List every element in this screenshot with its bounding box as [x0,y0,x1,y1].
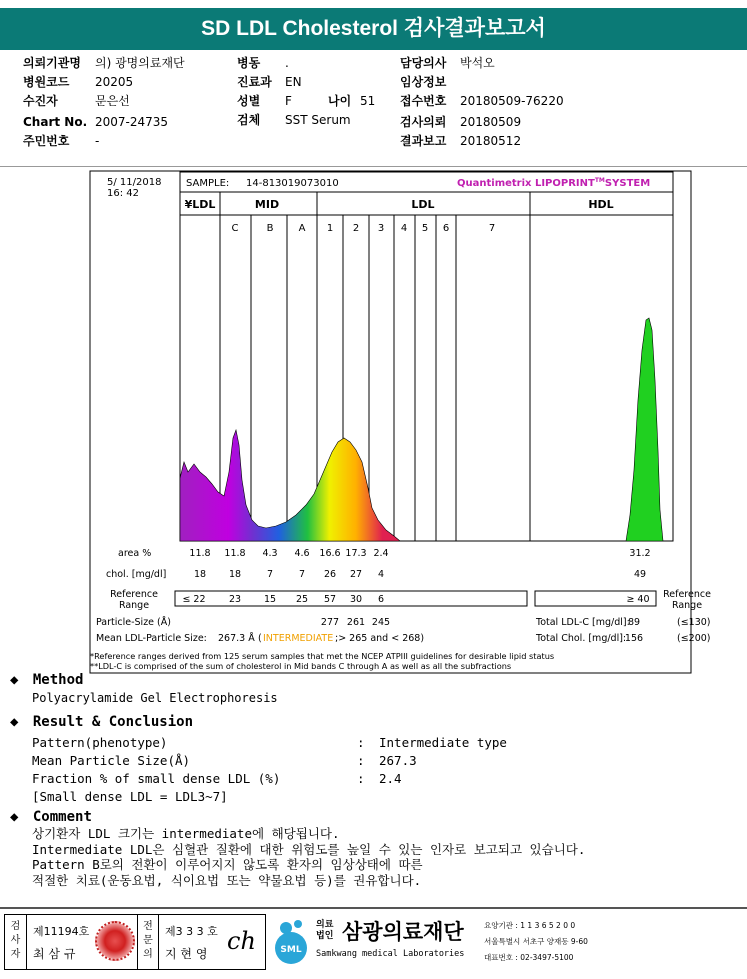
info-label: 병동 [237,56,261,70]
org-type-line: 의료 [316,920,334,930]
examiner-box [4,914,266,970]
examiner-name: 최 삼 규 [33,947,76,961]
chol-value: 26 [323,569,337,580]
area-value: 17.3 [345,548,367,559]
info-value: F [285,94,292,108]
info-label: 병원코드 [23,75,70,89]
result-value: 2.4 [379,771,402,786]
result-row [32,735,632,753]
subband-label: B [266,223,274,234]
chol-value: 18 [228,569,242,580]
subband-label: 2 [352,223,360,234]
profile-curve-ldl [180,430,400,541]
subband-label: C [231,223,239,234]
report-title: SD LDL Cholesterol 검사결과보고서 [0,8,747,50]
reference-value: 23 [228,594,242,605]
org-type [316,920,333,942]
result-list [32,735,632,807]
mean-size-open: ( [258,633,262,644]
chol-value: 7 [266,569,274,580]
org-address: 서울특별시 서초구 양재동 9-60 [484,937,588,946]
reference-value: ≤ 22 [182,594,206,605]
result-note: [Small dense LDL = LDL3~7] [32,789,228,804]
subband-label: 6 [442,223,450,234]
info-label: 나이 [328,94,352,108]
specialist-license: 제3 3 3 호 [165,925,218,938]
info-label: 성별 [237,94,261,108]
sample-id: 14-813019073010 [246,178,339,189]
row-label-chol: chol. [mg/dl] [106,569,167,580]
group-label-vldl: ¥LDL [184,198,216,211]
total-chol-label: Total Chol. [mg/dl]: [536,633,627,644]
result-value: Intermediate type [379,735,507,750]
result-colon: : [357,735,365,750]
footnote-1: *Reference ranges derived from 125 serum samples that met the NCEP ATPIII guidelines for desirable lipid status [90,651,555,661]
result-row [32,753,632,771]
plot-area [180,192,673,541]
signature: ch [227,927,256,955]
sml-logo-text: SML [280,945,302,955]
comment-body [32,826,585,888]
footer-divider [0,907,747,909]
comment-heading [10,809,92,825]
org-name: 삼광의료재단 [342,920,464,944]
brand-suffix: SYSTEM [604,178,651,189]
reference-label: Reference [110,589,158,600]
info-value: - [95,134,100,148]
area-value: 4.3 [262,548,278,559]
mean-size-type: INTERMEDIATE [263,633,334,644]
info-label: 임상정보 [400,75,447,89]
method-text: Polyacrylamide Gel Electrophoresis [32,691,278,705]
result-label: Pattern(phenotype) [32,735,168,750]
reference-label-right: Range [671,600,703,611]
org-phone: 대표번호 : 02-3497-5100 [484,953,574,962]
row-label-area: area % [118,548,152,559]
area-value: 2.4 [373,548,389,559]
examiner-license: 제11194호 [33,925,90,938]
result-value: 267.3 [379,753,417,768]
info-value: 20180509-76220 [460,94,564,108]
comment-line: Pattern B로의 전환이 이루어지지 않도록 환자의 임상상태에 따른 [32,857,423,872]
subband-label: 7 [488,223,496,234]
info-value: SST Serum [285,113,351,127]
comment-line: 상기환자 LDL 크기는 intermediate에 해당됩니다. [32,826,340,841]
info-label: 접수번호 [400,94,447,108]
specialist-role-char: 전 [143,921,153,932]
area-value: 11.8 [224,548,246,559]
reference-value: 25 [295,594,309,605]
info-label: Chart No. [23,115,88,129]
reference-value: 6 [377,594,385,605]
method-heading [10,672,83,688]
org-code: 요양기관 : 1 1 3 6 5 2 0 0 [484,921,576,930]
info-value: 51 [360,94,376,108]
mean-size-range: ;> 265 and < 268) [335,633,425,644]
comment-line: 적절한 치료(운동요법, 식이요법 또는 약물요법 등)를 권유합니다. [32,872,422,888]
subband-label: 5 [421,223,429,234]
result-label: Mean Particle Size(Å) [32,753,191,768]
area-value: 16.6 [319,548,341,559]
org-name-en: Samkwang medical Laboratories [316,949,465,959]
group-label-mid: MID [254,198,280,211]
particle-size-value: 245 [371,617,391,628]
subband-label: A [298,223,306,234]
result-colon: : [357,753,365,768]
info-value: EN [285,75,302,89]
area-value: 4.6 [294,548,310,559]
comment-title: Comment [32,809,92,825]
subband-label: 1 [326,223,334,234]
reference-label-right: Reference [663,589,711,600]
brand-name [457,177,650,189]
result-title: Result & Conclusion [32,714,194,730]
reference-value: 30 [349,594,363,605]
specialist-name: 지 현 영 [165,947,208,961]
sample-label: SAMPLE: [186,178,230,189]
info-value: 의) 광명의료재단 [95,56,185,70]
chart-time: 16: 42 [107,188,139,199]
org-block [316,916,486,966]
examiner-role-char: 자 [10,949,21,960]
particle-size-value: 277 [320,617,340,628]
chol-value: 27 [349,569,363,580]
examiner-role [5,915,27,969]
info-label: 검체 [237,113,261,127]
total-ldl-range: (≤130) [677,617,711,628]
reference-value: 15 [263,594,277,605]
diamond-bullet-icon: ◆ [10,809,19,825]
total-chol-value: 156 [624,633,644,644]
area-value: 31.2 [629,548,651,559]
particle-size-value: 261 [346,617,366,628]
info-value: 20180512 [460,134,522,148]
subband-label: 4 [400,223,408,234]
method-title: Method [32,672,84,688]
footnote-2: **LDL-C is comprised of the sum of cholesterol in Mid bands C through A as well as all the subfractions [90,661,512,671]
info-label: 진료과 [237,75,272,89]
brand-text: Quantimetrix LIPOPRINT [457,178,595,189]
chart-date: 5/ 11/2018 [107,177,162,188]
info-value: 박석오 [460,56,495,70]
chol-value: 18 [193,569,207,580]
diamond-bullet-icon: ◆ [10,714,19,730]
subband-label: 3 [377,223,385,234]
info-value: . [285,56,289,70]
info-label: 결과보고 [400,134,447,148]
mean-size-value: 267.3 Å [218,633,255,644]
info-value: 20180509 [460,115,522,129]
info-value: 문은선 [95,94,130,108]
area-value: 11.8 [189,548,211,559]
result-heading [10,714,193,730]
reference-value-hdl: ≥ 40 [626,594,650,605]
info-label: 담당의사 [400,56,447,70]
sml-logo-icon [270,916,312,966]
info-value: 20205 [95,75,134,89]
group-label-hdl: HDL [588,198,614,211]
info-label: 의뢰기관명 [23,56,81,70]
examiner-role-char: 사 [10,935,21,946]
comment-line: Intermediate LDL은 심혈관 질환에 대한 위험도를 높일 수 있는 인자로 보고되고 있습니다. [32,841,586,857]
org-contact [484,918,588,966]
result-label: Fraction % of small dense LDL (%) [32,771,281,786]
result-colon: : [357,771,365,786]
mean-size-label: Mean LDL-Particle Size: [96,633,207,644]
particle-size-label: Particle-Size (Å) [96,617,171,628]
info-label: 검사의뢰 [400,115,447,129]
info-label: 주민번호 [23,134,70,148]
specialist-role-char: 의 [143,949,153,960]
org-type-line: 법인 [316,931,334,941]
info-label: 수진자 [23,94,58,108]
chol-value: 49 [633,569,647,580]
info-value: 2007-24735 [95,115,169,129]
result-row [32,771,632,789]
official-seal-icon [95,921,135,961]
diamond-bullet-icon: ◆ [10,672,19,688]
reference-value: 57 [323,594,337,605]
specialist-role-char: 문 [143,935,153,946]
total-chol-range: (≤200) [677,633,711,644]
total-ldl-value: 89 [627,617,641,628]
reference-label: Range [118,600,150,611]
group-label-ldl: LDL [411,198,435,211]
profile-curve-hdl [626,318,663,541]
chol-value: 4 [377,569,385,580]
brand-tm: TM [594,177,605,184]
total-ldl-label: Total LDL-C [mg/dl]: [536,617,630,628]
examiner-role-char: 검 [10,921,21,932]
chol-value: 7 [298,569,306,580]
specialist-role [137,915,159,969]
